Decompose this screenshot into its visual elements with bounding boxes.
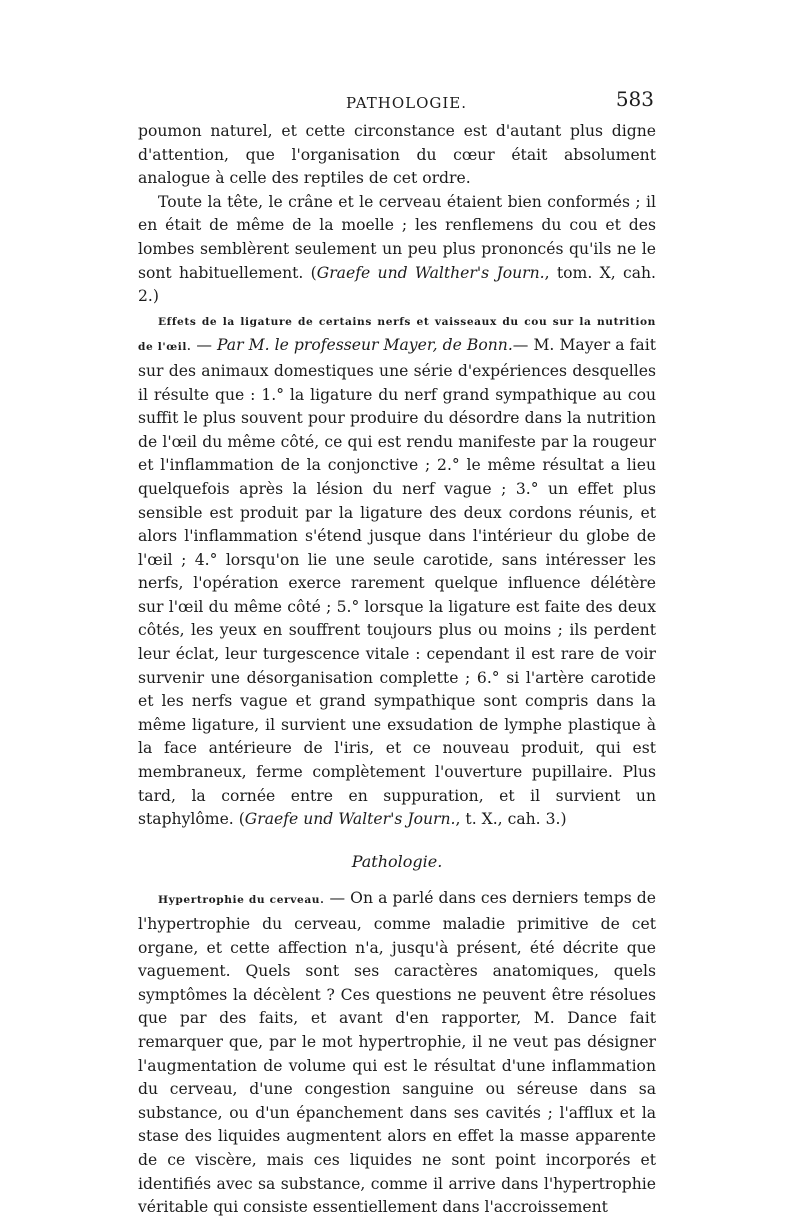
paragraph-text: Toute la tête, le crâne et le cerveau étaient bien conformés ; il en était de même de la moelle ; les renflemens du cou et des lombes semblèrent seulement un peu plus prononcés qu'ils ne le sont habituellement. ( — [138, 192, 656, 282]
paragraph-text: poumon naturel, et cette circonstance est d'autant plus digne d'attention, que l'organisation du cœur était absolument analogue à celle des reptiles de cet ordre. — [138, 122, 656, 188]
running-head — [138, 87, 656, 120]
article-ligature-nerfs — [138, 309, 656, 832]
paragraph-cerveau-conforme — [138, 191, 656, 309]
article-text: On a parlé dans ces derniers temps de l'hypertrophie du cerveau, comme maladie primitive de cet organe, et cette affection n'a, jusqu'à présent, été décrite que vaguement. Quels sont ses caractères anatomiques, quels symptômes la décèlent ? Ces questions ne peuvent être résolues que par des faits, et avant d'en rapporter, M. Dance fait remarquer que, par le mot hypertrophie, il ne veut pas désigner l'augmentation de volume qui est le résultat d'une inflammation du cerveau, d'une congestion sanguine ou séreuse dans sa substance, ou d'un épanchement dans ses cavités ; l'afflux et la stase des liquides augmentent alors en effet la masse apparente de ce viscère, mais ces liquides ne sont point incorporés et identifiés avec sa substance, comme il arrive dans l'hypertrophie véritable qui consiste essentiellement dans l'accroissement — [138, 889, 657, 1217]
citation-volume: , t. X., cah. 3.) — [455, 810, 567, 829]
paragraph-poumon — [138, 120, 656, 191]
article-heading: Effets de la ligature de certains nerfs et vaisseaux du cou sur la nutrition de l'œil. — [138, 315, 656, 354]
book-page — [138, 87, 657, 1220]
article-author: Par M. le professeur Mayer, de Bonn. — [217, 336, 513, 355]
article-text: — M. Mayer a fait sur des animaux domestiques une série d'expériences desquelles il résulte que : 1.° la ligature du nerf grand sympathique au cou suffit le plus souvent pour produire du désordre dans la nutrition de l'œil du même côté, ce qui est rendu manifeste par la rougeur et l'inflammation de la conjonctive ; 2.° le même résultat a lieu quelquefois après la lésion du nerf vague ; 3.° un effet plus sensible est produit par la ligature des deux cordons réunis, et alors l'inflammation s'étend jusque dans l'intérieur du globe de l'œil ; 4.° lorsqu'on lie une seule carotide, sans intéresser les nerfs, l'opération exerce rarement quelque influence délétère sur l'œil du même côté ; 5.° lorsque la ligature est faite des deux côtés, les yeux en souffrent toujours plus ou moins ; ils perdent leur éclat, leur turgescence vitale : cependant il est rare de voir survenir une désorganisation complette ; 6.° si l'artère carotide et les nerfs vague et grand sympathique sont compris dans la même ligature, il survient une exsudation de lymphe plastique à la face antérieure de l'iris, et ce nouveau produit, qui est membraneux, ferme complètement l'ouverture pupillaire. Plus tard, la cornée entre en suppuration, et il survient un staphylôme. ( — [138, 336, 656, 829]
running-title: PATHOLOGIE. — [346, 94, 467, 112]
em-dash: — — [324, 889, 351, 908]
citation-journal: Graefe und Walther's Journ. — [316, 263, 545, 282]
section-title: Pathologie. — [351, 851, 443, 871]
page-number: 583 — [615, 87, 654, 111]
em-dash: — — [191, 336, 217, 355]
article-heading: Hypertrophie du cerveau. — [158, 894, 325, 907]
citation-volume: , tom. X, cah. 2.) — [138, 263, 657, 306]
citation-journal: Graefe und Walter's Journ. — [244, 810, 456, 829]
article-hypertrophie-cerveau — [138, 887, 656, 1219]
